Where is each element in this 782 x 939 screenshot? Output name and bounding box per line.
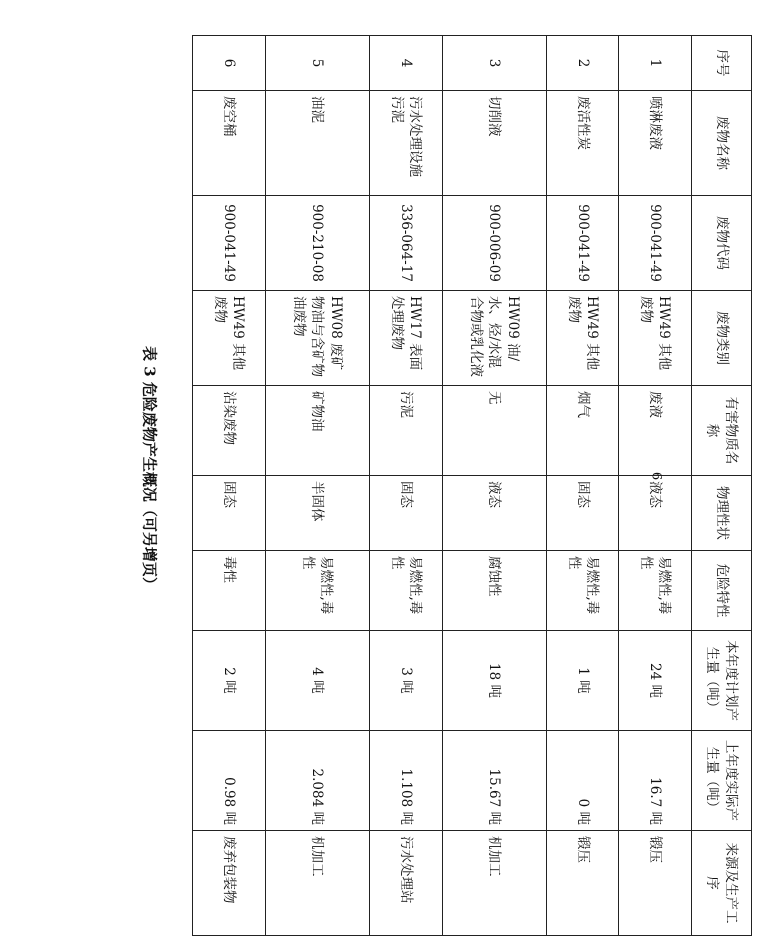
cell-name: 废活性炭 (546, 91, 619, 196)
cell-code: 900-041-49 (619, 196, 692, 291)
cell-physical: 液态 (442, 476, 546, 551)
cell-physical: 固态 (369, 476, 442, 551)
cell-planned: 2 吨 (193, 631, 266, 731)
cell-actual: 1.108 吨 (369, 731, 442, 831)
cell-physical: 固态 (546, 476, 619, 551)
header-actual: 上年度实际产生量（吨） (692, 731, 752, 831)
cell-planned: 18 吨 (442, 631, 546, 731)
cell-no: 1 (619, 36, 692, 91)
cell-no: 5 (265, 36, 369, 91)
header-hazard: 危险特性 (692, 551, 752, 631)
cell-physical: 液态 (619, 476, 692, 551)
cell-code: 336-064-17 (369, 196, 442, 291)
cell-planned: 4 吨 (265, 631, 369, 731)
cell-harmful: 无 (442, 386, 546, 476)
cell-no: 2 (546, 36, 619, 91)
cell-code: 900-006-09 (442, 196, 546, 291)
cell-category: HW49 其他废物 (619, 291, 692, 386)
cell-category: HW17 表面处理废物 (369, 291, 442, 386)
cell-code: 900-041-49 (193, 196, 266, 291)
page-number: 6 (648, 471, 664, 481)
cell-actual: 0.98 吨 (193, 731, 266, 831)
header-name: 废物名称 (692, 91, 752, 196)
header-harmful: 有害物质名称 (692, 386, 752, 476)
cell-harmful: 废液 (619, 386, 692, 476)
table-row (193, 36, 266, 936)
cell-no: 6 (193, 36, 266, 91)
cell-name: 切削液 (442, 91, 546, 196)
cell-category: HW49 其他废物 (193, 291, 266, 386)
cell-actual: 0 吨 (546, 731, 619, 831)
cell-planned: 3 吨 (369, 631, 442, 731)
cell-hazard: 腐蚀性 (442, 551, 546, 631)
cell-source: 污水处理站 (369, 831, 442, 936)
cell-source: 机加工 (442, 831, 546, 936)
header-category: 废物类别 (692, 291, 752, 386)
cell-harmful: 烟气 (546, 386, 619, 476)
cell-source: 废弃包装物 (193, 831, 266, 936)
cell-name: 喷淋废液 (619, 91, 692, 196)
cell-hazard: 易燃性,毒性 (369, 551, 442, 631)
table-row (265, 36, 369, 936)
cell-name: 废空桶 (193, 91, 266, 196)
header-physical: 物理性状 (692, 476, 752, 551)
cell-source: 锻压 (546, 831, 619, 936)
cell-planned: 1 吨 (546, 631, 619, 731)
rotated-table-wrapper (192, 35, 752, 935)
cell-name: 污水处理设施污泥 (369, 91, 442, 196)
cell-planned: 24 吨 (619, 631, 692, 731)
header-code: 废物代码 (692, 196, 752, 291)
header-no: 序号 (692, 36, 752, 91)
cell-code: 900-041-49 (546, 196, 619, 291)
cell-no: 4 (369, 36, 442, 91)
table-caption: 表 3 危险废物产生概况（可另增页） (140, 346, 159, 592)
cell-harmful: 沾染废物 (193, 386, 266, 476)
table-row (442, 36, 546, 936)
cell-name: 油泥 (265, 91, 369, 196)
table-row (546, 36, 619, 936)
cell-category: HW49 其他废物 (546, 291, 619, 386)
cell-harmful: 矿物油 (265, 386, 369, 476)
header-source: 来源及生产工序 (692, 831, 752, 936)
cell-physical: 半固体 (265, 476, 369, 551)
cell-code: 900-210-08 (265, 196, 369, 291)
header-row (692, 36, 752, 936)
cell-actual: 15.67 吨 (442, 731, 546, 831)
cell-category: HW08 废矿物油与含矿物油废物 (265, 291, 369, 386)
cell-hazard: 易燃性,毒性 (265, 551, 369, 631)
cell-category: HW09 油/水、烃/水混合物或乳化液 (442, 291, 546, 386)
cell-physical: 固态 (193, 476, 266, 551)
cell-hazard: 易燃性,毒性 (619, 551, 692, 631)
cell-hazard: 易燃性,毒性 (546, 551, 619, 631)
cell-source: 机加工 (265, 831, 369, 936)
header-planned: 本年度计划产生量（吨） (692, 631, 752, 731)
table-row (369, 36, 442, 936)
cell-actual: 2.084 吨 (265, 731, 369, 831)
cell-actual: 16.7 吨 (619, 731, 692, 831)
cell-hazard: 毒性 (193, 551, 266, 631)
cell-source: 锻压 (619, 831, 692, 936)
cell-no: 3 (442, 36, 546, 91)
cell-harmful: 污泥 (369, 386, 442, 476)
table-row (619, 36, 692, 936)
hazardous-waste-table (192, 35, 752, 936)
